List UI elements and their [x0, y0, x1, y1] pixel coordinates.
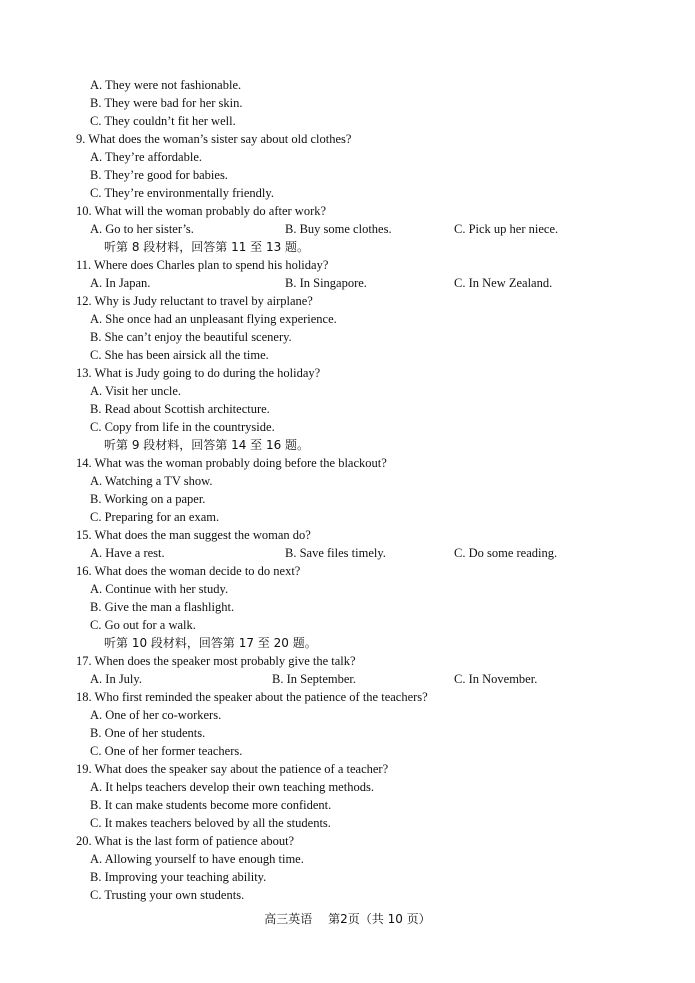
- q10-option-a: A. Go to her sister’s.: [90, 222, 194, 236]
- q8-option-a: A. They were not fashionable.: [90, 78, 242, 92]
- q17-option-a: A. In July.: [90, 672, 142, 686]
- q15-options: [0, 544, 695, 562]
- q16-option-b: B. Give the man a flashlight.: [90, 600, 235, 614]
- q19-option-b: B. It can make students become more confident.: [90, 798, 332, 812]
- q20-option-c: C. Trusting your own students.: [90, 888, 245, 902]
- q18-option-c: C. One of her former teachers.: [90, 744, 243, 758]
- q20-option-a: A. Allowing yourself to have enough time.: [90, 852, 304, 866]
- section-8-instruction: 听第 8 段材料，回答第 11 至 13 题。: [104, 240, 310, 254]
- section-9-instruction: 听第 9 段材料，回答第 14 至 16 题。: [104, 438, 310, 452]
- q17-option-b: B. In September.: [272, 672, 357, 686]
- q15-option-c: C. Do some reading.: [454, 546, 558, 560]
- q10-option-c: C. Pick up her niece.: [454, 222, 559, 236]
- q14-option-c: C. Preparing for an exam.: [90, 510, 220, 524]
- q11-question: 11. Where does Charles plan to spend his holiday?: [76, 258, 329, 272]
- q12-option-c: C. She has been airsick all the time.: [90, 348, 269, 362]
- q18-question: 18. Who first reminded the speaker about the patience of the teachers?: [76, 690, 428, 704]
- q14-question: 14. What was the woman probably doing before the blackout?: [76, 456, 387, 470]
- q20-option-b: B. Improving your teaching ability.: [90, 870, 267, 884]
- q16-option-a: A. Continue with her study.: [90, 582, 229, 596]
- q13-option-b: B. Read about Scottish architecture.: [90, 402, 270, 416]
- q18-option-a: A. One of her co-workers.: [90, 708, 222, 722]
- exam-page-content: [0, 76, 695, 904]
- q19-option-a: A. It helps teachers develop their own teaching methods.: [90, 780, 374, 794]
- q16-option-c: C. Go out for a walk.: [90, 618, 196, 632]
- q17-options: [0, 670, 695, 688]
- q15-option-b: B. Save files timely.: [285, 546, 386, 560]
- q12-option-a: A. She once had an unpleasant flying experience.: [90, 312, 337, 326]
- q19-option-c: C. It makes teachers beloved by all the students.: [90, 816, 331, 830]
- q11-option-b: B. In Singapore.: [285, 276, 367, 290]
- q13-option-a: A. Visit her uncle.: [90, 384, 182, 398]
- q9-question: 9. What does the woman’s sister say about old clothes?: [76, 132, 352, 146]
- q10-options: [0, 220, 695, 238]
- page-footer: [0, 910, 695, 927]
- q14-option-b: B. Working on a paper.: [90, 492, 206, 506]
- q13-question: 13. What is Judy going to do during the holiday?: [76, 366, 321, 380]
- q15-option-a: A. Have a rest.: [90, 546, 165, 560]
- q11-options: [0, 274, 695, 292]
- q9-option-a: A. They’re affordable.: [90, 150, 202, 164]
- q9-option-c: C. They’re environmentally friendly.: [90, 186, 274, 200]
- q19-question: 19. What does the speaker say about the patience of a teacher?: [76, 762, 389, 776]
- q17-option-c: C. In November.: [454, 672, 538, 686]
- q15-question: 15. What does the man suggest the woman do?: [76, 528, 311, 542]
- q8-option-c: C. They couldn’t fit her well.: [90, 114, 236, 128]
- q10-option-b: B. Buy some clothes.: [285, 222, 392, 236]
- q9-option-b: B. They’re good for babies.: [90, 168, 228, 182]
- q18-option-b: B. One of her students.: [90, 726, 206, 740]
- q11-option-c: C. In New Zealand.: [454, 276, 553, 290]
- footer-subject: 高三英语: [264, 912, 313, 926]
- q14-option-a: A. Watching a TV show.: [90, 474, 213, 488]
- q12-option-b: B. She can’t enjoy the beautiful scenery.: [90, 330, 292, 344]
- section-10-instruction: 听第 10 段材料，回答第 17 至 20 题。: [104, 636, 317, 650]
- q17-question: 17. When does the speaker most probably give the talk?: [76, 654, 356, 668]
- q12-question: 12. Why is Judy reluctant to travel by airplane?: [76, 294, 313, 308]
- footer-page-number: 第2页（共 10 页）: [328, 912, 431, 926]
- q8-option-b: B. They were bad for her skin.: [90, 96, 243, 110]
- q16-question: 16. What does the woman decide to do next?: [76, 564, 301, 578]
- q10-question: 10. What will the woman probably do after work?: [76, 204, 327, 218]
- q11-option-a: A. In Japan.: [90, 276, 151, 290]
- q13-option-c: C. Copy from life in the countryside.: [90, 420, 275, 434]
- q20-question: 20. What is the last form of patience about?: [76, 834, 295, 848]
